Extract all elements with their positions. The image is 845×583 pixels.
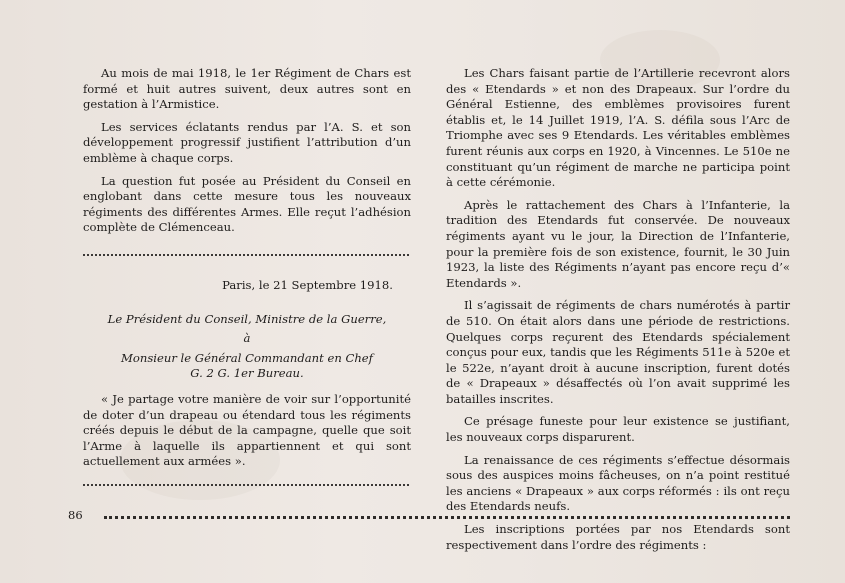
paragraph: Les Chars faisant partie de l’Artillerie recevront alors des « Etendards » et non des Drapeaux. Sur l’ordre du Général Estienne, des emblèmes provisoires furent établis et, le 14 Juillet 1919, l’A. S. défila sous l’Arc de Triomphe avec ses 9 Etendards. Les véritables emblèmes furent réunis aux corps en 1920, à Vincennes. Le 510e ne constituant qu’un régiment de marche ne participa point à cette cérémonie. <box>446 66 790 190</box>
paragraph: Ce présage funeste pour leur existence se justifiant, les nouveaux corps disparurent. <box>446 414 790 445</box>
paragraph: Après le rattachement des Chars à l’Infanterie, la tradition des Etendards fut conservée. De nouveaux régiments ayant vu le jour, la Direction de l’Infanterie, pour la première fois de son existence, fournit, le 30 Juin 1923, la liste des Régiments n’ayant pas encore reçu d’« Etendards ». <box>446 197 790 290</box>
paragraph: Les services éclatants rendus par l’A. S. et son développement progressif justifient l’attribution d’un emblème à chaque corps. <box>83 119 411 165</box>
letter-quote: « Je partage votre manière de voir sur l’opportunité de doter d’un drapeau ou étendard tous les régiments créés depuis le début de la campagne, quelle que soit l’Arme à laquelle ils appartiennent et qui sont actuellement aux armées ». <box>83 391 411 469</box>
paragraph: La renaissance de ces régiments s’effectue désormais sous des auspices moins fâcheuses, on n’a point restitué les anciens « Drapeaux » aux corps réformés : ils ont reçu des Etendards neufs. <box>446 452 790 514</box>
paragraph: Au mois de mai 1918, le 1er Régiment de Chars est formé et huit autres suivent, deux autres sont en gestation à l’Armistice. <box>83 66 411 112</box>
letter-recipient-line2: G. 2 G. 1er Bureau. <box>190 366 304 381</box>
paragraph: La question fut posée au Président du Conseil en englobant dans cette mesure tous les nouveaux régiments des différentes Armes. Elle reçut l’adhésion complète de Clémenceau. <box>83 173 411 235</box>
paragraph: Les inscriptions portées par nos Etendards sont respectivement dans l’ordre des régiments : <box>446 522 790 552</box>
right-column <box>446 66 790 560</box>
footer-dotted-rule <box>104 516 790 519</box>
page-number: 86 <box>68 508 83 522</box>
letter-sender: Le Président du Conseil, Ministre de la Guerre, <box>107 311 387 326</box>
letter-date: Paris, le 21 Septembre 1918. <box>222 277 393 292</box>
page-footer <box>68 508 793 526</box>
dotted-separator <box>83 254 409 256</box>
dotted-separator <box>83 484 409 486</box>
letter-to: à <box>243 331 251 346</box>
left-column <box>83 66 411 508</box>
letter-recipient-line1: Monsieur le Général Commandant en Chef <box>121 350 373 365</box>
paragraph: Il s’agissait de régiments de chars numérotés à partir de 510. On était alors dans une période de restrictions. Quelques corps reçurent des Etendards spécialement conçus pour eux, tandis que les Régiments 511e à 520e et le 522e, n’ayant droit à aucune inscription, furent dotés de « Drapeaux » désaffectés où l’on avait supprimé les batailles inscrites. <box>446 298 790 406</box>
letter-address-block <box>83 312 411 382</box>
